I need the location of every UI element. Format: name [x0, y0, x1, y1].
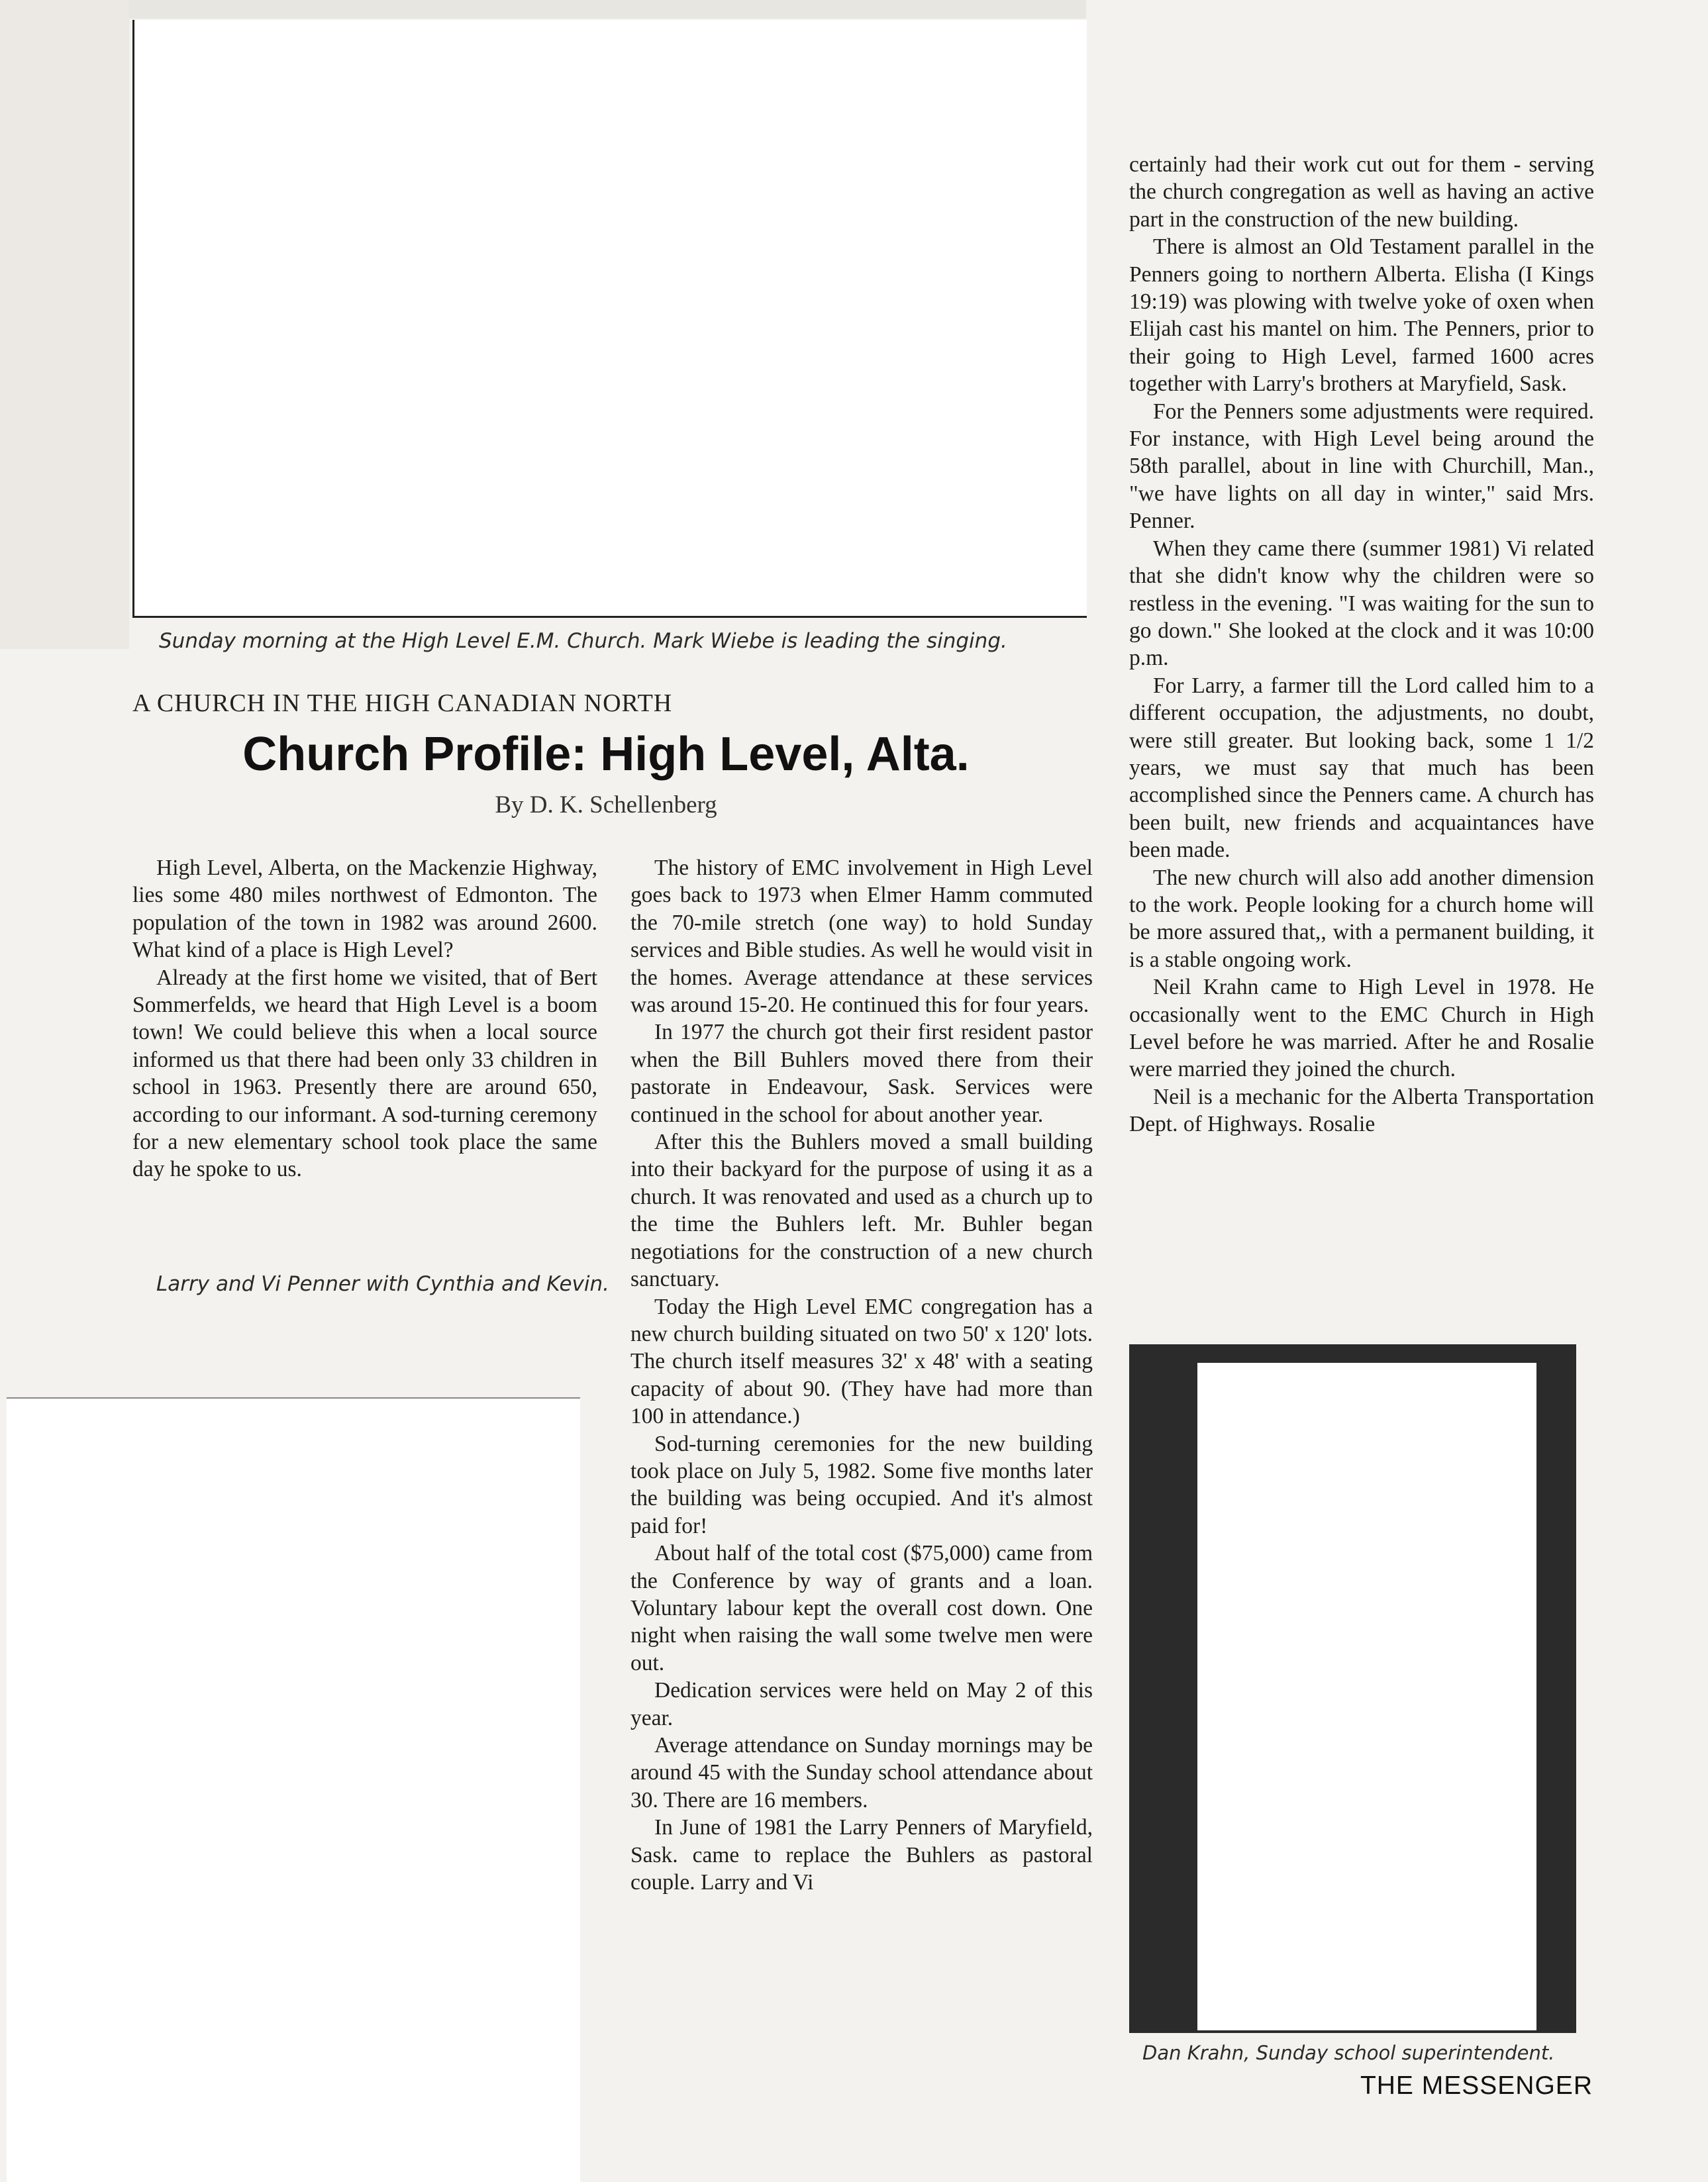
paragraph: About half of the total cost ($75,000) came from the Conference by way of grants and a loan. Voluntary labour kept the overall cost down. One night when raising the wall some twelve men were out.	[630, 1541, 1093, 1675]
paragraph: In June of 1981 the Larry Penners of Maryfield, Sask. came to replace the Buhlers as pastoral couple. Larry and Vi	[630, 1815, 1093, 1895]
paragraph: Dedication services were held on May 2 of this year.	[630, 1678, 1093, 1730]
paragraph: Neil Krahn came to High Level in 1978. He occasionally went to the EMC Church in High Level before he was married. After he and Rosalie were married they joined the church.	[1129, 975, 1594, 1082]
paragraph: Already at the first home we visited, that of Bert Sommerfelds, we heard that High Level is a boom town! We could believe this when a local source informed us that there had been only 33 children in school in 1963. Presently there are around 650, according to our informant. A sod-turning ceremony for a new elementary school took place the same day he spoke to us.	[132, 965, 597, 1182]
photo-caption-krahn: Dan Krahn, Sunday school superintendent.	[1142, 2042, 1555, 2064]
photo-caption-church: Sunday morning at the High Level E.M. Church. Mark Wiebe is leading the singing.	[159, 629, 1007, 653]
page-edge-strip	[0, 0, 1086, 19]
paragraph: Average attendance on Sunday mornings may be around 45 with the Sunday school attendance about 30. There are 16 members.	[630, 1733, 1093, 1812]
page-left-margin	[0, 0, 129, 649]
church-service-photo	[132, 20, 1087, 618]
paragraph: The new church will also add another dimension to the work. People looking for a church home will be more assured that,, with a permanent building, it is a stable ongoing work.	[1129, 865, 1594, 972]
paragraph: When they came there (summer 1981) Vi related that she didn't know why the children were so restless in the evening. "I was waiting for the sun to go down." She looked at the clock and it was 10:00 p.m.	[1129, 536, 1594, 671]
article-column-3	[1129, 151, 1594, 1138]
paragraph: High Level, Alberta, on the Mackenzie Highway, lies some 480 miles northwest of Edmonton. The population of the town in 1982 was around 2600. What kind of a place is High Level?	[132, 856, 597, 963]
paragraph: There is almost an Old Testament parallel in the Penners going to northern Alberta. Elisha (I Kings 19:19) was plowing with twelve yoke of oxen when Elijah cast his mantel on him. The Penners, prior to their going to High Level, farmed 1600 acres together with Larry's brothers at Maryfield, Sask.	[1129, 234, 1594, 397]
paragraph: After this the Buhlers moved a small building into their backyard for the purpose of using it as a church. It was renovated and used as a church up to the time the Buhlers left. Mr. Buhler began negotiations for the construction of a new church sanctuary.	[630, 1130, 1093, 1292]
paragraph: Today the High Level EMC congregation has a new church building situated on two 50' x 120' lots. The church itself measures 32' x 48' with a seating capacity of about 90. (They have had more than 100 in attendance.)	[630, 1294, 1093, 1429]
paragraph-continued: certainly had their work cut out for them - serving the church congregation as well as having an active part in the construction of the new building.	[1129, 152, 1594, 232]
paragraph: Neil is a mechanic for the Alberta Transportation Dept. of Highways. Rosalie	[1129, 1084, 1594, 1137]
penner-family-photo	[7, 1397, 580, 2182]
article-headline: Church Profile: High Level, Alta.	[242, 728, 970, 781]
photo-caption-penners: Larry and Vi Penner with Cynthia and Kevin.	[156, 1272, 609, 1296]
article-column-2	[630, 854, 1093, 1896]
article-byline: By D. K. Schellenberg	[495, 791, 717, 818]
paragraph: In 1977 the church got their first resident pastor when the Bill Buhlers moved there from their pastorate in Endeavour, Sask. Services were continued in the school for about another year.	[630, 1020, 1093, 1127]
paragraph: For Larry, a farmer till the Lord called him to a different occupation, the adjustments, no doubt, were still greater. But looking back, some 1 1/2 years, we must say that much has been accomplished since the Penners came. A church has been built, new friends and acquaintances have been made.	[1129, 673, 1594, 863]
paragraph: Sod-turning ceremonies for the new building took place on July 5, 1982. Some five months later the building was being occupied. And it's almost paid for!	[630, 1431, 1093, 1538]
paragraph: For the Penners some adjustments were required. For instance, with High Level being around the 58th parallel, about in line with Churchill, Man., "we have lights on all day in winter," said Mrs. Penner.	[1129, 399, 1594, 534]
paragraph: The history of EMC involvement in High Level goes back to 1973 when Elmer Hamm commuted the 70-mile stretch (one way) to hold Sunday services and Bible studies. As well he would visit in the homes. Average attendance at these services was around 15-20. He continued this for four years.	[630, 856, 1093, 1018]
dan-krahn-photo	[1197, 1363, 1536, 2030]
article-column-1	[132, 854, 597, 1183]
publication-footer: THE MESSENGER	[1360, 2071, 1593, 2100]
article-kicker: A CHURCH IN THE HIGH CANADIAN NORTH	[132, 689, 673, 717]
